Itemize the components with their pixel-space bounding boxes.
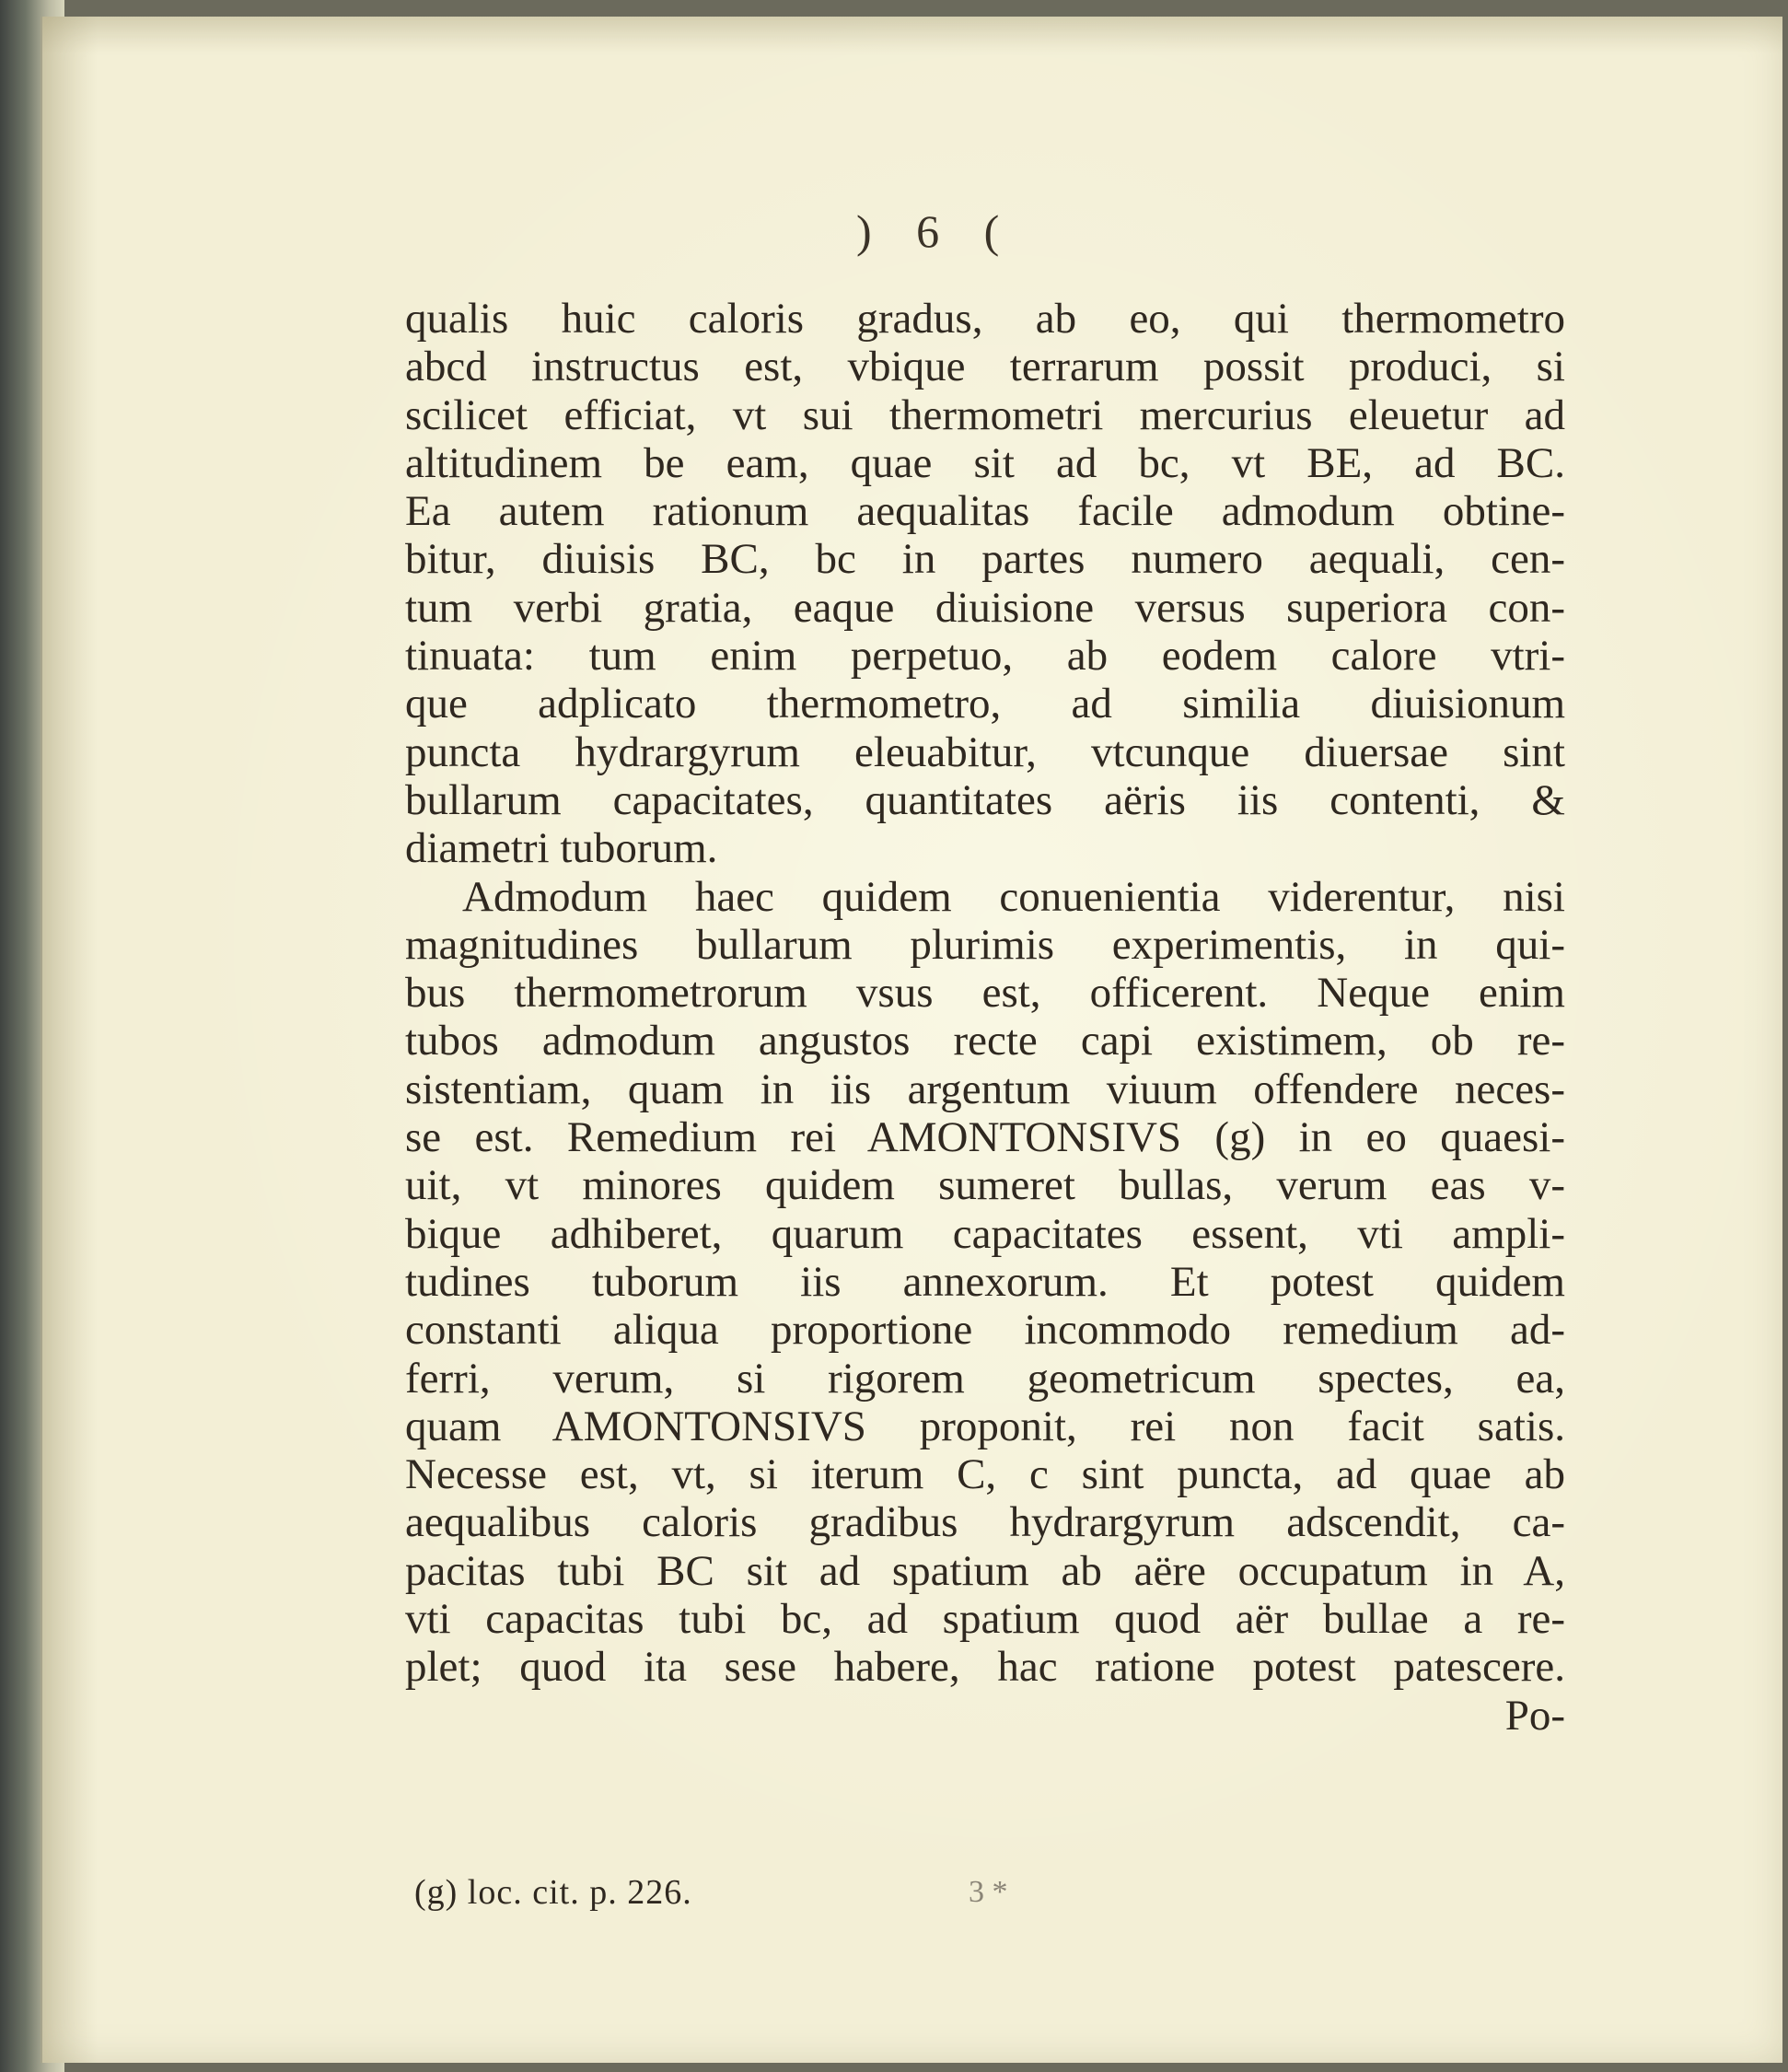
text-line: ferri, verum, si rigorem geometricum spectes, ea, xyxy=(405,1354,1565,1403)
text-line: vti capacitas tubi bc, ad spatium quod aër bullae a re- xyxy=(405,1595,1565,1644)
text-line: qualis huic caloris gradus, ab eo, qui thermometro xyxy=(405,295,1565,343)
text-line: pacitas tubi BC sit ad spatium ab aëre occupatum in A, xyxy=(405,1546,1565,1595)
text-line: tubos admodum angustos recte capi existimem, ob re- xyxy=(405,1017,1565,1065)
text-line: Admodum haec quidem conuenientia viderentur, nisi xyxy=(462,872,1565,921)
text-line: Necesse est, vt, si iterum C, c sint puncta, ad quae ab xyxy=(405,1450,1565,1499)
text-line: uit, vt minores quidem sumeret bullas, verum eas v- xyxy=(405,1161,1565,1210)
signature-mark: 3 * xyxy=(969,1875,1008,1909)
text-line: magnitudines bullarum plurimis experimentis, in qui- xyxy=(405,920,1565,969)
text-line: aequalibus caloris gradibus hydrargyrum adscendit, ca- xyxy=(405,1498,1565,1547)
text-line: scilicet efficiat, vt sui thermometri mercurius eleuetur ad xyxy=(405,390,1565,439)
text-line: bique adhiberet, quarum capacitates essent, vti ampli- xyxy=(405,1209,1565,1258)
text-line: bus thermometrorum vsus est, officerent. Neque enim xyxy=(405,969,1565,1018)
text-line: constanti aliqua proportione incommodo remedium ad- xyxy=(405,1306,1565,1355)
catchword: Po- xyxy=(1504,1691,1565,1740)
text-line: bullarum capacitates, quantitates aëris iis contenti, & xyxy=(405,775,1565,824)
text-line: altitudinem be eam, quae sit ad bc, vt BE, ad BC. xyxy=(405,438,1565,487)
text-line: tum verbi gratia, eaque diuisione versus superiora con- xyxy=(405,583,1565,632)
text-line: abcd instructus est, vbique terrarum possit produci, si xyxy=(405,343,1565,391)
text-line: puncta hydrargyrum eleuabitur, vtcunque diuersae sint xyxy=(405,728,1565,776)
text-line: sistentiam, quam in iis argentum viuum offendere neces- xyxy=(405,1065,1565,1113)
page-number: ) 6 ( xyxy=(856,205,1016,257)
text-line: quam AMONTONSIVS proponit, rei non facit satis. xyxy=(405,1402,1565,1450)
text-line: se est. Remedium rei AMONTONSIVS (g) in eo quaesi- xyxy=(405,1113,1565,1162)
footnote: (g) loc. cit. p. 226. xyxy=(414,1873,692,1912)
text-line: tudines tuborum iis annexorum. Et potest quidem xyxy=(405,1257,1565,1306)
text-line: Ea autem rationum aequalitas facile admodum obtine- xyxy=(405,487,1565,536)
text-line: que adplicato thermometro, ad similia diuisionum xyxy=(405,680,1565,728)
body-text xyxy=(405,295,1565,1740)
text-line: diametri tuborum. xyxy=(405,824,718,873)
text-line: tinuata: tum enim perpetuo, ab eodem calore vtri- xyxy=(405,632,1565,681)
text-line: plet; quod ita sese habere, hac ratione potest patescere. xyxy=(405,1643,1565,1692)
text-line: bitur, diuisis BC, bc in partes numero aequali, cen- xyxy=(405,535,1565,584)
